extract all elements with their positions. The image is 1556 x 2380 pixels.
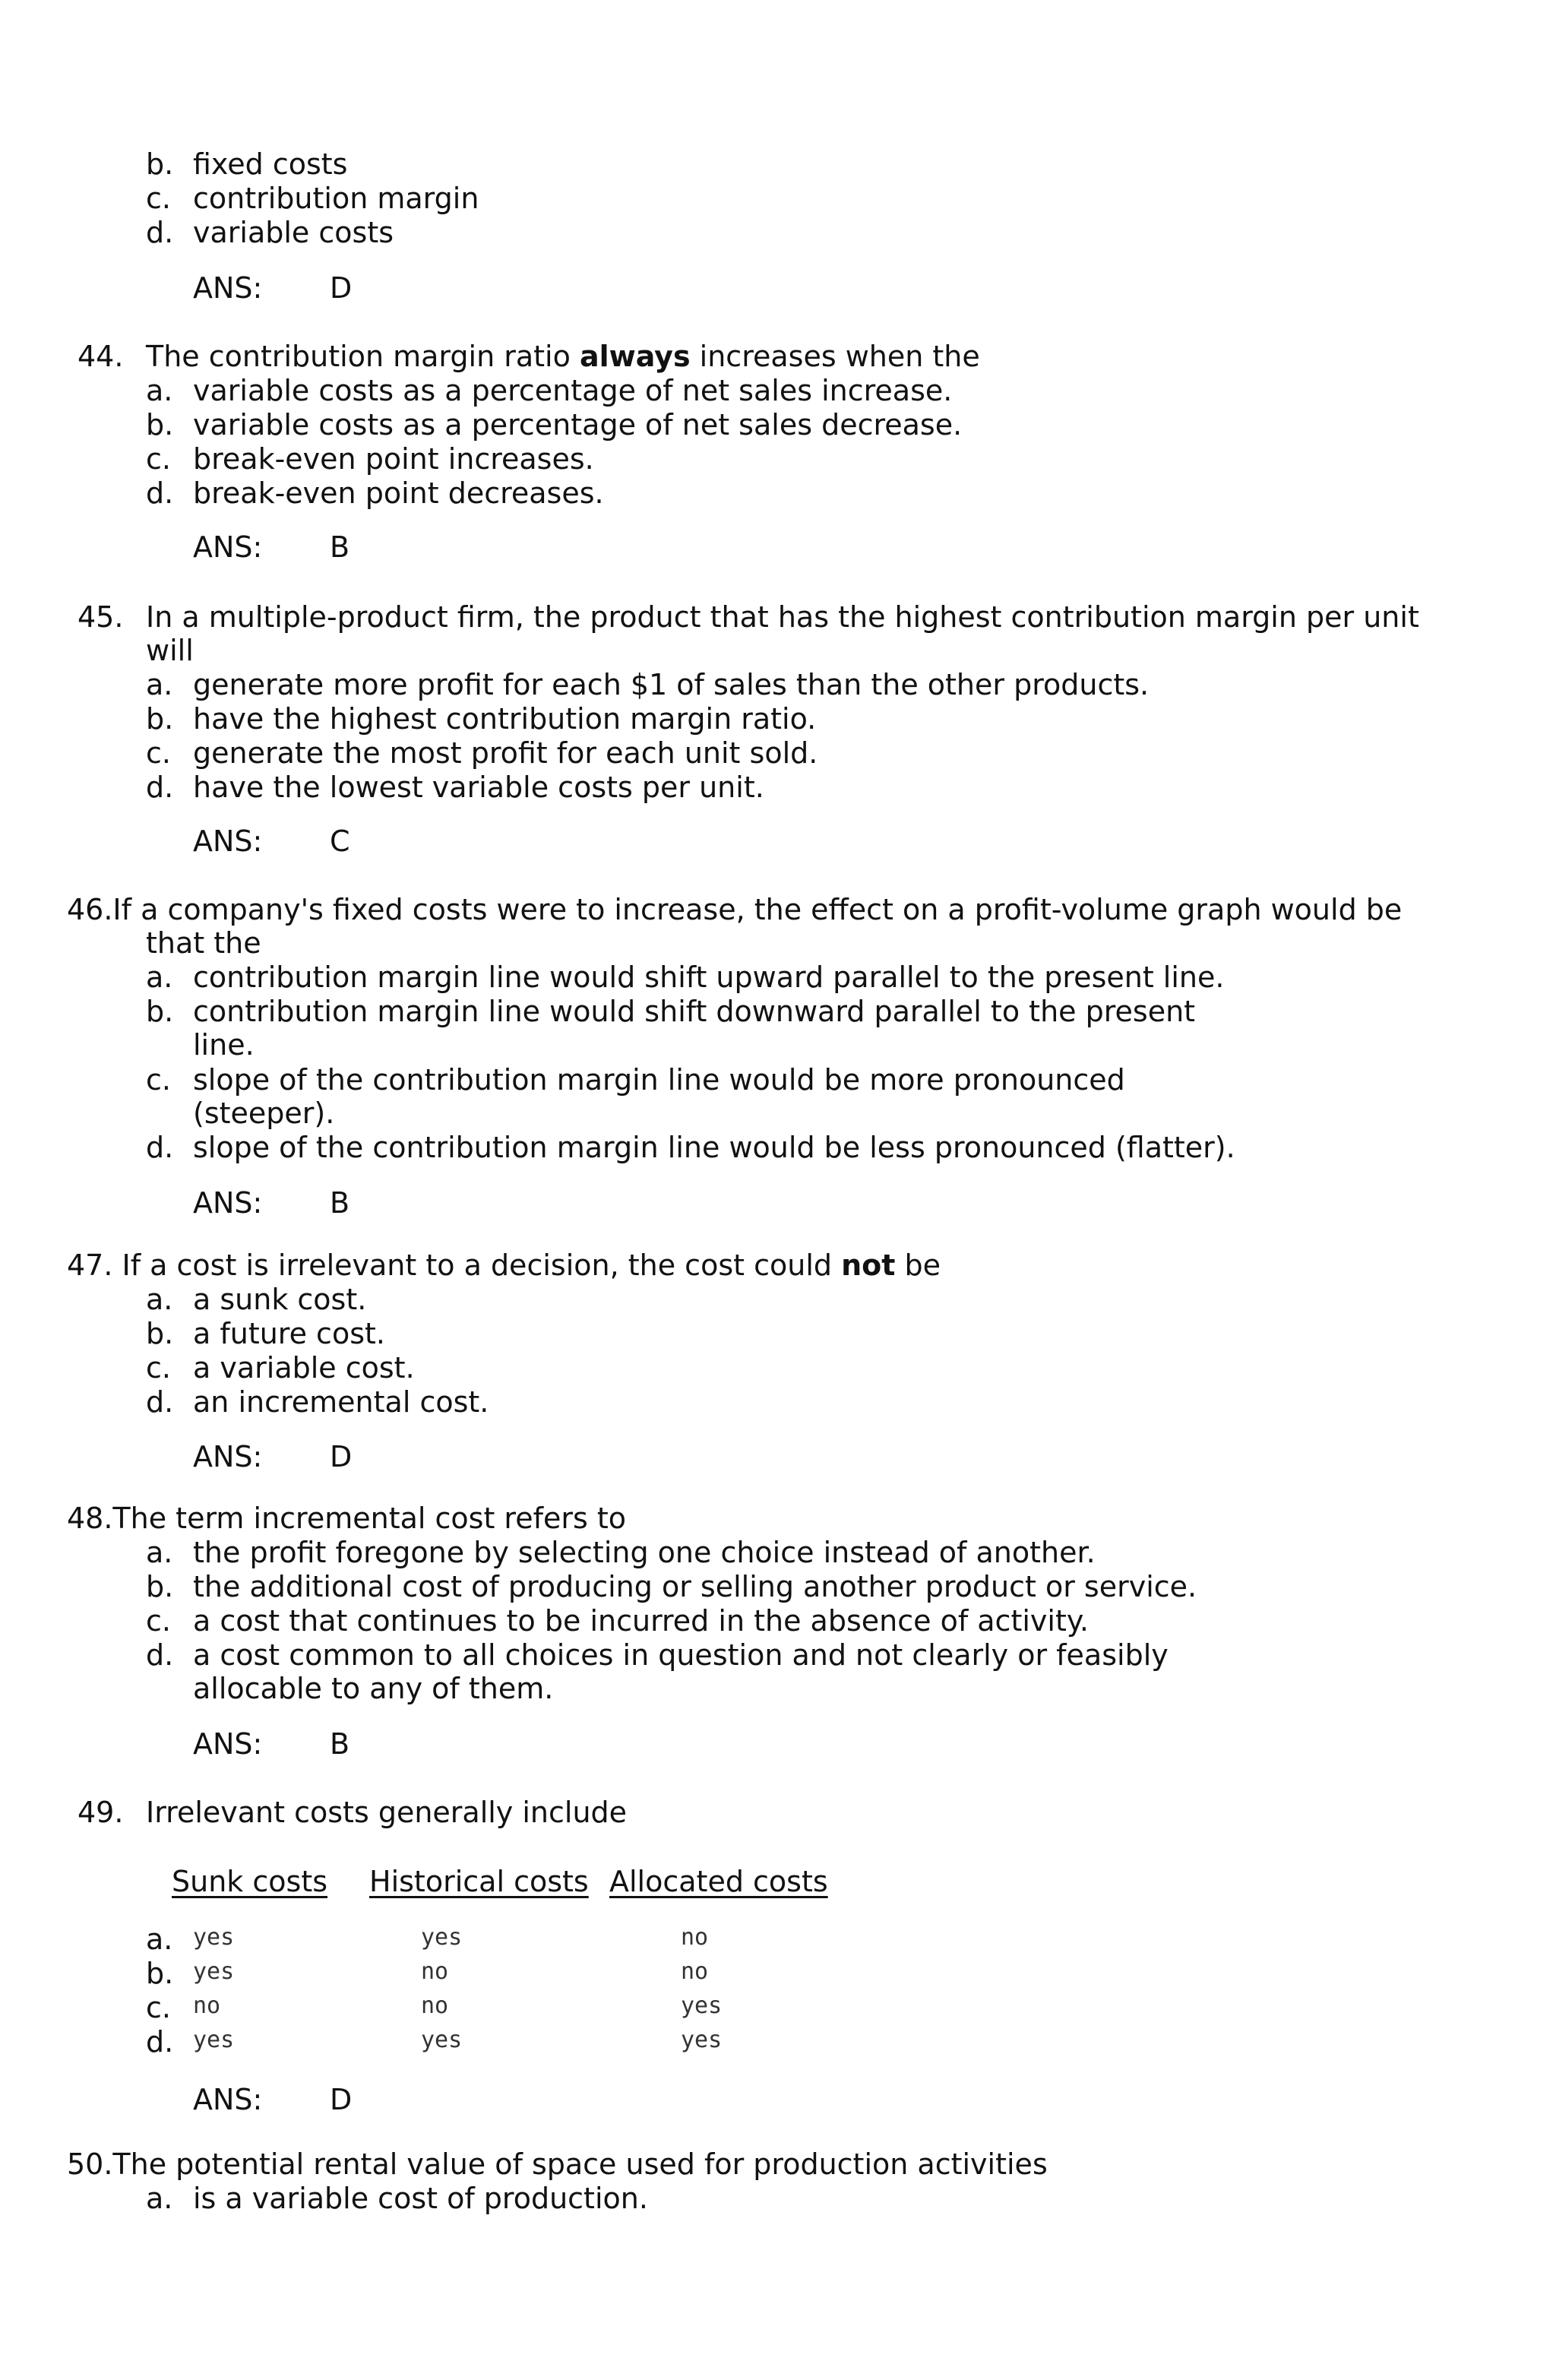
option-text: variable costs as a percentage of net sales increase. [193,374,953,407]
option-text: a future cost. [193,1317,385,1350]
option-text: a cost that continues to be incurred in the absence of activity. [193,1604,1090,1638]
option-text: variable costs as a percentage of net sales decrease. [193,408,963,442]
question-number: 49. [77,1796,124,1829]
stem-text: The contribution margin ratio [146,340,580,373]
answer-label: ANS: [193,2083,263,2116]
option-text: generate more profit for each $1 of sales than the other products. [193,668,1150,701]
option-text: slope of the contribution margin line would be more pronounced [193,1063,1125,1097]
answer-label: ANS: [193,1186,263,1220]
option-text: contribution margin [193,182,479,215]
table-cell: yes [681,1992,723,2019]
option-text-cont: line. [193,1028,255,1062]
option-text: contribution margin line would shift downward parallel to the present [193,995,1196,1028]
table-header-allocated-costs: Allocated costs [609,1865,828,1898]
stem-text: 47. If a cost is irrelevant to a decision, the cost could [67,1249,842,1282]
option-letter: a. [146,1923,173,1956]
answer-value: B [330,530,350,564]
answer-label: ANS: [193,824,263,858]
table-cell: no [421,1958,449,1985]
question-number: 45. [77,600,124,634]
table-header-sunk-costs: Sunk costs [172,1865,328,1898]
answer-value: C [330,824,350,858]
question-number: 44. [77,340,124,373]
option-text: slope of the contribution margin line would be less pronounced (flatter). [193,1131,1235,1164]
table-cell: no [681,1958,709,1985]
option-letter: c. [146,182,171,215]
option-letter: a. [146,374,173,407]
option-letter: b. [146,1570,174,1603]
question-stem: 48.The term incremental cost refers to [67,1502,627,1535]
answer-value: D [330,1440,353,1473]
option-text: a sunk cost. [193,1283,367,1316]
answer-value: D [330,2083,353,2116]
stem-emphasis: always [579,340,691,373]
option-letter: d. [146,476,174,510]
answer-label: ANS: [193,530,263,564]
option-letter: b. [146,1957,174,1990]
question-stem: 46.If a company's fixed costs were to increase, the effect on a profit-volume graph would be [67,893,1403,926]
option-letter: c. [146,736,171,770]
option-letter: b. [146,408,174,442]
question-stem: 50.The potential rental value of space used for production activities [67,2147,1048,2181]
table-header-historical-costs: Historical costs [369,1865,589,1898]
option-text: a variable cost. [193,1351,415,1385]
table-cell: yes [193,1924,235,1951]
option-text: fixed costs [193,147,348,181]
table-cell: yes [193,2027,235,2053]
option-letter: a. [146,2182,173,2215]
answer-value: D [330,271,353,305]
option-text: a cost common to all choices in question and not clearly or feasibly [193,1638,1169,1672]
table-cell: no [193,1992,221,2019]
answer-label: ANS: [193,1727,263,1761]
table-cell: yes [421,2027,463,2053]
option-letter: c. [146,442,171,476]
option-letter: b. [146,702,174,736]
option-letter: d. [146,2025,174,2059]
option-text: the additional cost of producing or selling another product or service. [193,1570,1197,1603]
question-stem-cont: that the [146,926,261,960]
option-letter: d. [146,1638,174,1672]
option-text: variable costs [193,216,394,249]
question-stem: Irrelevant costs generally include [146,1796,628,1829]
option-letter: d. [146,1385,174,1419]
option-text-cont: (steeper). [193,1097,335,1130]
option-text: an incremental cost. [193,1385,489,1419]
option-letter: a. [146,668,173,701]
option-text: generate the most profit for each unit sold. [193,736,818,770]
answer-value: B [330,1186,350,1220]
option-text: the profit foregone by selecting one choice instead of another. [193,1536,1096,1569]
question-stem: In a multiple-product firm, the product that has the highest contribution margin per unit [146,600,1419,634]
table-cell: yes [421,1924,463,1951]
stem-text: be [895,1249,941,1282]
option-letter: b. [146,147,174,181]
answer-label: ANS: [193,1440,263,1473]
option-text: have the lowest variable costs per unit. [193,771,764,804]
option-letter: a. [146,1283,173,1316]
option-letter: d. [146,1131,174,1164]
option-letter: c. [146,1604,171,1638]
option-letter: b. [146,995,174,1028]
option-letter: c. [146,1063,171,1097]
option-text: have the highest contribution margin ratio. [193,702,817,736]
option-letter: d. [146,216,174,249]
answer-value: B [330,1727,350,1761]
option-letter: a. [146,1536,173,1569]
option-text: is a variable cost of production. [193,2182,648,2215]
option-text: break-even point decreases. [193,476,604,510]
option-letter: a. [146,961,173,994]
table-cell: no [421,1992,449,2019]
stem-text: increases when the [690,340,980,373]
table-cell: no [681,1924,709,1951]
option-text: contribution margin line would shift upward parallel to the present line. [193,961,1225,994]
answer-label: ANS: [193,271,263,305]
option-letter: c. [146,1351,171,1385]
stem-emphasis: not [841,1249,896,1282]
question-stem [67,1249,941,1282]
option-text-cont: allocable to any of them. [193,1672,554,1705]
table-cell: yes [681,2027,723,2053]
table-cell: yes [193,1958,235,1985]
option-letter: d. [146,771,174,804]
question-stem [146,340,980,373]
option-text: break-even point increases. [193,442,594,476]
question-stem-cont: will [146,634,194,667]
option-letter: c. [146,1991,171,2024]
option-letter: b. [146,1317,174,1350]
